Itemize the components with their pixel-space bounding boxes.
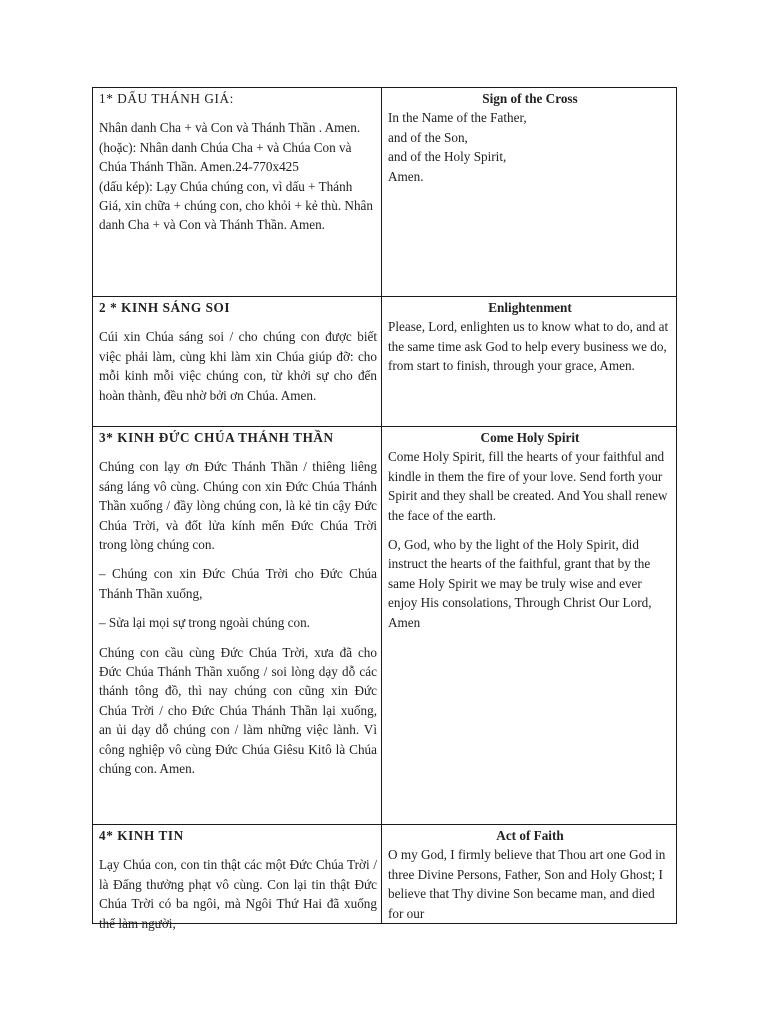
- prayer-paragraph-en: O my God, I firmly believe that Thou art one God in three Divine Persons, Father, Son and Holy Ghost; I believe that Thy divine Son became man, and died for our: [388, 847, 666, 921]
- prayer-title-vi: 2 * KINH SÁNG SOI: [99, 300, 231, 315]
- prayer-title-en: Sign of the Cross: [482, 91, 578, 106]
- prayer-line-en: Amen.: [388, 168, 424, 184]
- prayer-paragraph-vi: (hoặc): Nhân danh Chúa Cha + và Chúa Con và Chúa Thánh Thần. Amen.24-770x425: [99, 139, 352, 175]
- prayer-paragraph-vi: Nhân danh Cha + và Con và Thánh Thần . Amen.: [99, 120, 361, 136]
- english-cell: [382, 88, 677, 297]
- prayer-paragraph-vi: Chúng con lạy ơn Đức Thánh Thần / thiêng liêng sáng láng vô cùng. Chúng con xin Đức Chúa Thánh Thần xuống / đầy lòng chúng con, là kẻ tin cậy Đức Chúa Trời, và đốt lửa kính mến Đức Chúa Trời trong lòng chúng con.: [99, 459, 377, 553]
- prayer-line-en: In the Name of the Father,: [388, 110, 527, 126]
- prayer-line-en: and of the Holy Spirit,: [388, 149, 507, 165]
- prayer-paragraph-vi: (dấu kép): Lạy Chúa chúng con, vì dấu + Thánh Giá, xin chữa + chúng con, cho khỏi + kẻ thù. Nhân danh Cha + và Con và Thánh Thần. Amen.: [99, 178, 373, 233]
- table-row: [93, 297, 677, 427]
- prayer-paragraph-en: O, God, who by the light of the Holy Spirit, did instruct the hearts of the faithful, grant that by the same Holy Spirit we may be truly wise and ever enjoy His consolations, Through Christ Our Lord, Amen: [388, 537, 652, 630]
- prayer-paragraph-vi: – Sửa lại mọi sự trong ngoài chúng con.: [99, 615, 310, 631]
- vietnamese-cell: [93, 825, 382, 931]
- table-row: [93, 427, 677, 825]
- prayer-title-en: Enlightenment: [488, 300, 572, 315]
- prayer-paragraph-vi: Chúng con cầu cùng Đức Chúa Trời, xưa đã cho Đức Chúa Thánh Thần xuống / soi lòng dạy dỗ các thánh tông đồ, thì nay chúng con cũng xin Đức Chúa Trời / cho Đức Chúa Thánh Thần lại xuống, an ủi dạy dỗ chúng con / làm những việc lành. Vì công nghiệp vô cùng Đức Chúa Giêsu Kitô là Chúa chúng con. Amen.: [99, 644, 377, 777]
- prayer-title-en: Come Holy Spirit: [480, 430, 580, 445]
- table-row: [93, 825, 677, 924]
- vietnamese-cell: [93, 427, 382, 825]
- prayer-title-en: Act of Faith: [496, 828, 564, 843]
- prayer-paragraph-en: Come Holy Spirit, fill the hearts of your faithful and kindle in them the fire of your love. Send forth your Spirit and they shall be created. And You shall renew the face of the earth.: [388, 449, 668, 523]
- prayer-title-vi: 4* KINH TIN: [99, 828, 184, 843]
- english-cell: [382, 825, 677, 924]
- prayer-title-vi: 1* DẤU THÁNH GIÁ:: [99, 91, 234, 106]
- prayer-paragraph-vi: Lạy Chúa con, con tin thật các một Đức Chúa Trời / là Đấng thưởng phạt vô cùng. Con lại tin thật Đức Chúa Trời có ba ngôi, mà Ngôi Thứ Hai đã xuống thế làm người,: [99, 857, 377, 931]
- vietnamese-cell: [93, 88, 382, 297]
- vietnamese-cell: [93, 297, 382, 427]
- prayer-paragraph-vi: Cúi xin Chúa sáng soi / cho chúng con được biết việc phải làm, cùng khi làm xin Chúa giúp đỡ: cho mỗi kinh mỗi việc chúng con, từ khởi sự cho đến hoàn thành, đều nhờ bởi ơn Chúa. Amen.: [99, 329, 377, 403]
- english-cell: [382, 297, 677, 427]
- prayer-title-vi: 3* KINH ĐỨC CHÚA THÁNH THẦN: [99, 430, 334, 445]
- prayer-table: [92, 87, 677, 931]
- table-row: [93, 88, 677, 297]
- english-cell: [382, 427, 677, 825]
- prayer-line-en: and of the Son,: [388, 129, 468, 145]
- prayer-paragraph-en: Please, Lord, enlighten us to know what to do, and at the same time ask God to help every business we do, from start to finish, through your grace, Amen.: [388, 319, 669, 374]
- prayer-paragraph-vi: – Chúng con xin Đức Chúa Trời cho Đức Chúa Thánh Thần xuống,: [99, 566, 377, 601]
